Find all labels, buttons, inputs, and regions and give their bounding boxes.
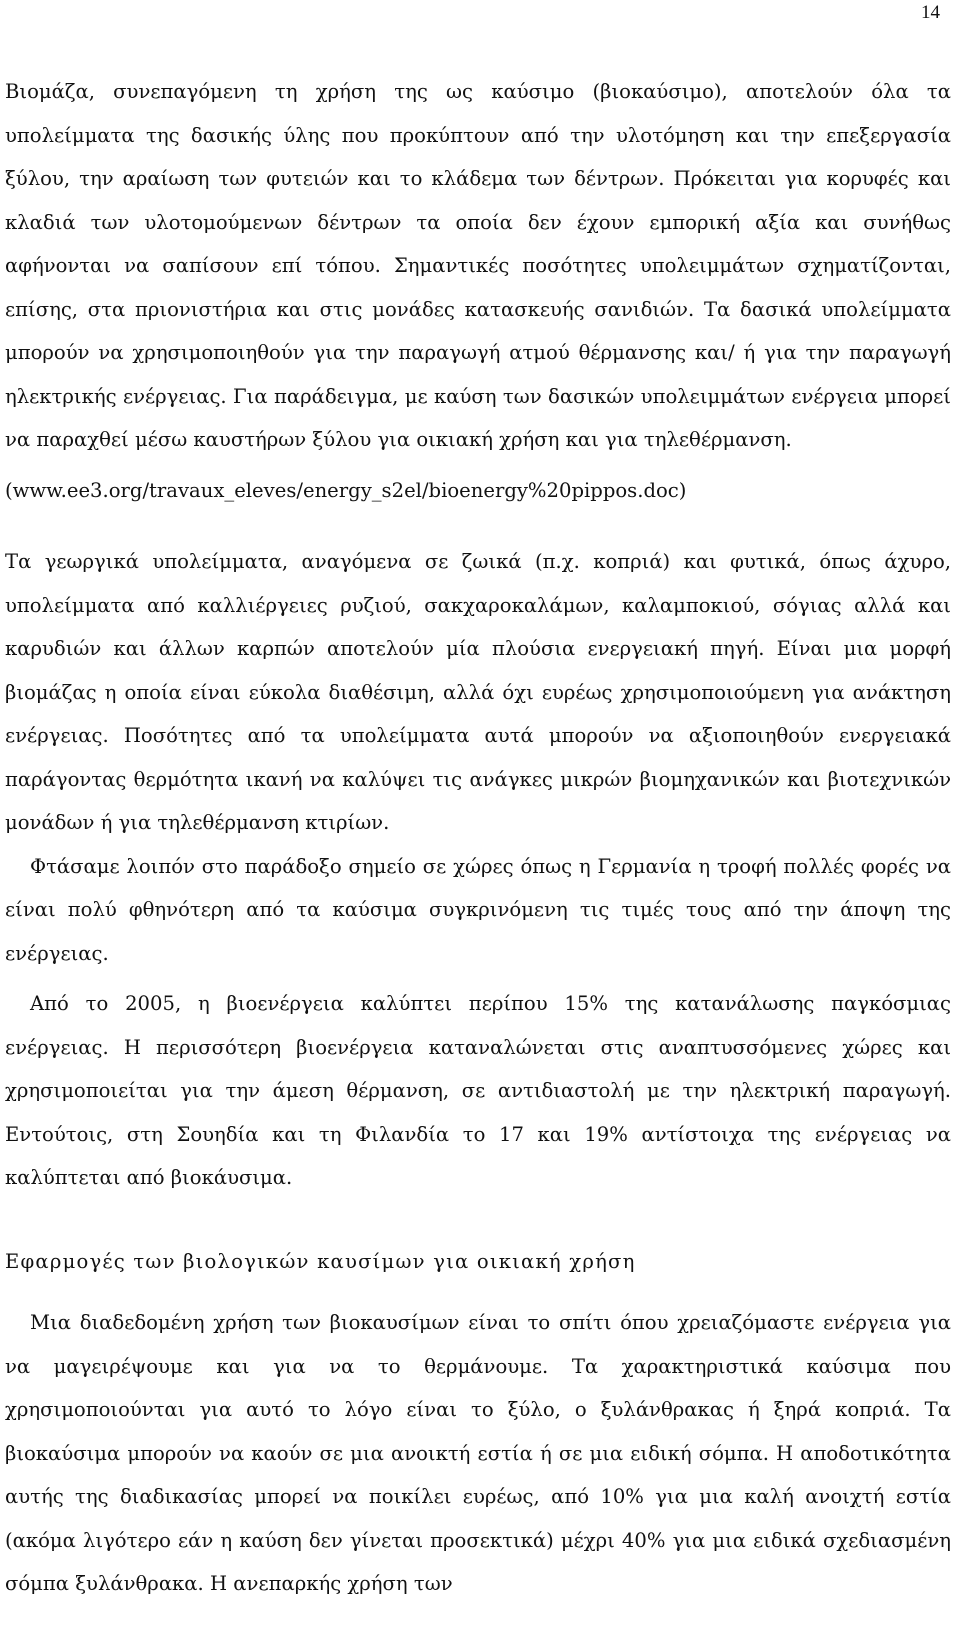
source-citation: (www.ee3.org/travaux_eleves/energy_s2el/bioenergy%20pippos.doc) [5, 478, 687, 502]
page-number: 14 [921, 2, 940, 23]
document-body [5, 70, 951, 1606]
section-heading: Εφαρμογές των βιολογικών καυσίμων για οικιακή χρήση [5, 1249, 636, 1273]
paragraph-agricultural-residues: Τα γεωργικά υπολείμματα, αναγόμενα σε ζωικά (π.χ. κοπριά) και φυτικά, όπως άχυρο, υπολείμματα από καλλιέργειες ρυζιού, σακχαροκαλάμων, καλαμποκιού, σόγιας αλλά και καρυδιών και άλλων καρπών αποτελούν μία πλούσια ενεργειακή πηγή. Είναι μια μορφή βιομάζας η οποία είναι εύκολα διαθέσιμη, αλλά όχι ευρέως χρησιμοποιούμενη για ανάκτηση ενέργειας. Ποσότητες από τα υπολείμματα αυτά μπορούν να αξιοποιηθούν ενεργειακά παράγοντας θερμότητα ικανή να καλύψει τις ανάγκες μικρών βιομηχανικών και βιοτεχνικών μονάδων ή για τηλεθέρμανση κτιρίων. [5, 550, 951, 834]
paragraph-bioenergy-2005: Από το 2005, η βιοενέργεια καλύπτει περίπου 15% της κατανάλωσης παγκόσμιας ενέργειας. Η περισσότερη βιοενέργεια καταναλώνεται στις αναπτυσσόμενες χώρες και χρησιμοποιείται για την άμεση θέρμανση, σε αντιδιαστολή με την ηλεκτρική παραγωγή. Εντούτοις, στη Σουηδία και τη Φιλανδία το 17 και 19% αντίστοιχα της ενέργειας να καλύπτεται από βιοκάυσιμα. [5, 992, 951, 1189]
paragraph-germany-paradox: Φτάσαμε λοιπόν στο παράδοξο σημείο σε χώρες όπως η Γερμανία η τροφή πολλές φορές να είναι πολύ φθηνότερη από τα καύσιμα συγκρινόμενη τις τιμές τους από την άποψη της ενέργειας. [5, 854, 951, 965]
paragraph-forest-residues: Βιομάζα, συνεπαγόμενη τη χρήση της ως καύσιμο (βιοκαύσιμο), αποτελούν όλα τα υπολείμματα της δασικής ύλης που προκύπτουν από την υλοτόμηση και την επεξεργασία ξύλου, την αραίωση των φυτειών και το κλάδεμα των δέντρων. Πρόκειται για κορυφές και κλαδιά των υλοτομούμενων δέντρων τα οποία δεν έχουν εμπορική αξία και συνήθως αφήνονται να σαπίσουν επί τόπου. Σημαντικές ποσότητες υπολειμμάτων σχηματίζονται, επίσης, στα πριονιστήρια και στις μονάδες κατασκευής σανιδιών. Τα δασικά υπολείμματα μπορούν να χρησιμοποιηθούν για την παραγωγή ατμού θέρμανσης και/ ή για την παραγωγή ηλεκτρικής ενέργειας. Για παράδειγμα, με καύση των δασικών υπολειμμάτων ενέργεια μπορεί να παραχθεί μέσω καυστήρων ξύλου για οικιακή χρήση και για τηλεθέρμανση. [5, 80, 951, 451]
paragraph-household-use: Μια διαδεδομένη χρήση των βιοκαυσίμων είναι το σπίτι όπου χρειαζόμαστε ενέργεια για να μαγειρέψουμε και για να το θερμάνουμε. Τα χαρακτηριστικά καύσιμα που χρησιμοποιούνται για αυτό το λόγο είναι το ξύλο, ο ξυλάνθρακας ή ξηρά κοπριά. Τα βιοκαύσιμα μπορούν να καούν σε μια ανοικτή εστία ή σε μια ειδική σόμπα. Η αποδοτικότητα αυτής της διαδικασίας μπορεί να ποικίλει ευρέως, από 10% για μια καλή ανοιχτή εστία (ακόμα λιγότερο εάν η καύση δεν γίνεται προσεκτικά) μέχρι 40% για μια ειδικά σχεδιασμένη σόμπα ξυλάνθρακα. Η ανεπαρκής χρήση των [5, 1311, 951, 1595]
